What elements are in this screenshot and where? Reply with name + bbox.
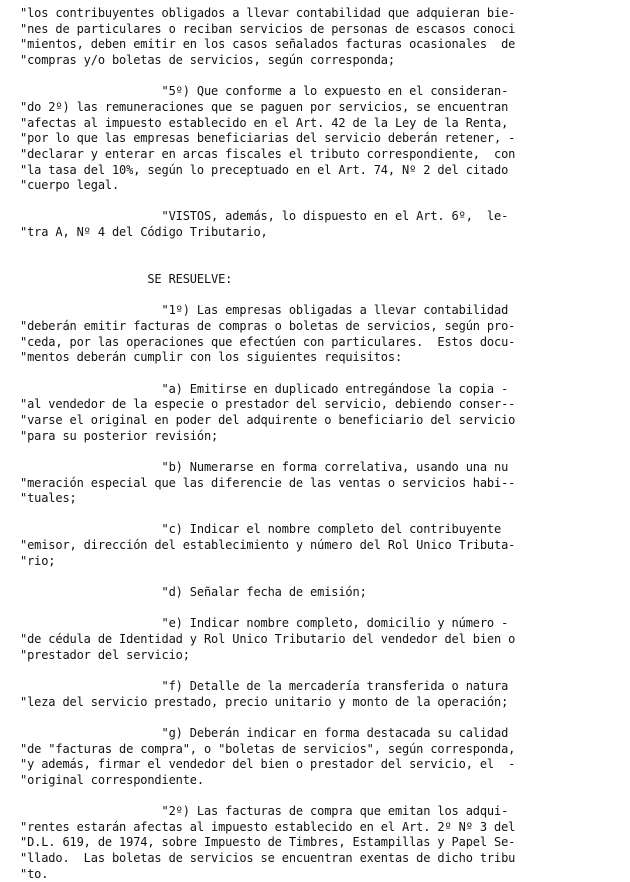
text-line: "VISTOS, además, lo dispuesto en el Art. 6º, le- (20, 209, 509, 223)
text-line: "declarar y enterar en arcas fiscales el tributo correspondiente, con (20, 147, 516, 161)
text-line: "cuerpo legal. (20, 178, 120, 192)
text-line: "2º) Las facturas de compra que emitan los adqui- (20, 804, 509, 818)
text-line: "llado. Las boletas de servicios se encuentran exentas de dicho tribu (20, 851, 516, 865)
text-line: "leza del servicio prestado, precio unitario y monto de la operación; (20, 695, 509, 709)
text-line: "a) Emitirse en duplicado entregándose la copia - (20, 382, 509, 396)
text-line: "emisor, dirección del establecimiento y número del Rol Unico Tributa- (20, 538, 516, 552)
text-line: "al vendedor de la especie o prestador del servicio, debiendo conser-- (20, 397, 516, 411)
text-line: "por lo que las empresas beneficiarias del servicio deberán retener, - (20, 131, 516, 145)
text-line: "varse el original en poder del adquirente o beneficiario del servicio (20, 413, 516, 427)
text-line: "mentos deberán cumplir con los siguientes requisitos: (20, 350, 403, 364)
text-line: "ceda, por las operaciones que efectúen con particulares. Estos docu- (20, 335, 516, 349)
text-line: "mientos, deben emitir en los casos señalados facturas ocasionales de (20, 37, 516, 51)
text-line: "de cédula de Identidad y Rol Unico Tributario del vendedor del bien o (20, 632, 516, 646)
text-line: "afectas al impuesto establecido en el Art. 42 de la Ley de la Renta, (20, 116, 509, 130)
text-line: "compras y/o boletas de servicios, según corresponda; (20, 53, 395, 67)
text-line: "prestador del servicio; (20, 648, 190, 662)
text-line: "d) Señalar fecha de emisión; (20, 585, 367, 599)
text-line: "rentes estarán afectas al impuesto establecido en el Art. 2º Nº 3 del (20, 820, 516, 834)
text-line: SE RESUELVE: (20, 272, 233, 286)
text-line: "5º) Que conforme a lo expuesto en el consideran- (20, 84, 509, 98)
text-line: "f) Detalle de la mercadería transferida o natura (20, 679, 509, 693)
text-line: "b) Numerarse en forma correlativa, usando una nu (20, 460, 509, 474)
text-line: "meración especial que las diferencie de las ventas o servicios habi-- (20, 476, 516, 490)
text-line: "tuales; (20, 491, 77, 505)
text-line: "1º) Las empresas obligadas a llevar contabilidad (20, 303, 509, 317)
text-line: "e) Indicar nombre completo, domicilio y número - (20, 616, 509, 630)
text-line: "nes de particulares o reciban servicios de personas de escasos conoci (20, 22, 516, 36)
text-line: "D.L. 619, de 1974, sobre Impuesto de Timbres, Estampillas y Papel Se- (20, 835, 516, 849)
text-line: "de "facturas de compra", o "boletas de servicios", según corresponda, (20, 742, 516, 756)
text-line: "para su posterior revisión; (20, 429, 219, 443)
text-line: "g) Deberán indicar en forma destacada su calidad (20, 726, 509, 740)
text-line: "los contribuyentes obligados a llevar contabilidad que adquieran bie- (20, 6, 516, 20)
text-line: "tra A, Nº 4 del Código Tributario, (20, 225, 268, 239)
text-line: "deberán emitir facturas de compras o boletas de servicios, según pro- (20, 319, 516, 333)
text-line: "original correspondiente. (20, 773, 204, 787)
text-line: "la tasa del 10%, según lo preceptuado en el Art. 74, Nº 2 del citado (20, 163, 509, 177)
text-line: "rio; (20, 554, 56, 568)
text-line: "do 2º) las remuneraciones que se paguen por servicios, se encuentran (20, 100, 509, 114)
text-line: "to. (20, 867, 49, 881)
text-line: "c) Indicar el nombre completo del contribuyente (20, 522, 502, 536)
text-line: "y además, firmar el vendedor del bien o prestador del servicio, el - (20, 757, 516, 771)
